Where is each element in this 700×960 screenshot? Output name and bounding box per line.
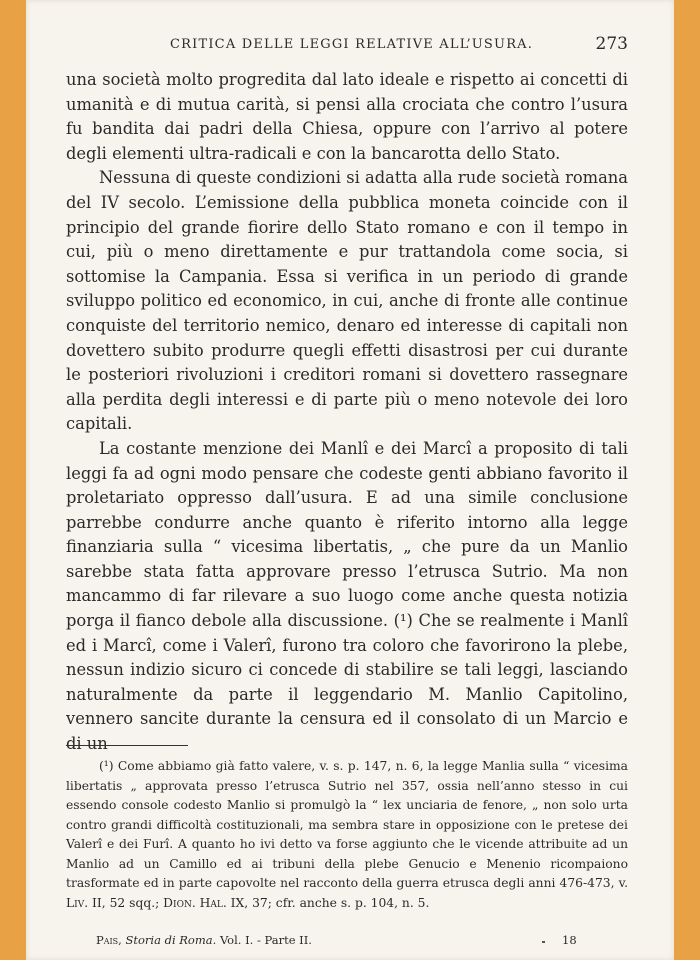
footnote bbox=[66, 757, 628, 913]
footer-work: Storia di Roma. bbox=[125, 933, 217, 947]
footer-citation bbox=[96, 933, 312, 947]
book-page bbox=[26, 0, 674, 960]
paragraph-2: Nessuna di queste condizioni si adatta alla rude società romana del IV secolo. L’emissione della pubblica moneta coincide con il principio del grande fiorire dello Stato romano e con il tempo in cui, più o meno direttamente e pur trattandola come socia, si sottomise la Campania. Essa si verifica in un periodo di grande sviluppo politico ed economico, in cui, anche di fronte alle continue conquiste del territorio nemico, denaro ed interesse di capitali non dovettero subito produrre quegli effetti disastrosi per cui durante le posteriori rivoluzioni i creditori romani si dovettero rassegnare alla perdita degli interessi e di parte più o meno notevole dei loro capitali. bbox=[66, 168, 628, 434]
page-footer bbox=[66, 933, 628, 951]
signature-mark: 18 bbox=[562, 933, 577, 947]
footer-volume: Vol. I. - Parte II. bbox=[219, 933, 312, 947]
page-number: 273 bbox=[595, 34, 628, 54]
footnote-divider bbox=[66, 745, 188, 746]
footnote-text: (¹) Come abbiamo già fatto valere, v. s. p. 147, n. 6, la legge Manlia sulla “ vicesima libertatis „ approvata presso l’etrusca Sutrio nel 357, ossia nell’anno stesso in cui essendo console codesto Manlio si promulgò la “ lex unciaria de fenore, „ non solo urta contro grandi difficoltà costituzionali, ma sembra stare in opposizione con le pretese dei Valerî e dei Furî. A quanto ho ivi detto va forse aggiunto che le vicende attribuite ad un Manlio ad un Camillo ed ai tribuni della plebe Genucio e Menenio ricompaiono trasformate ed in parte capovolte nel racconto della guerra etrusca degli anni 476-473, v. bbox=[66, 759, 628, 890]
footer-author: Pais, bbox=[96, 933, 122, 947]
footnote-ref-dion: Dion. Hal. bbox=[163, 895, 227, 910]
main-text bbox=[66, 68, 628, 757]
page-header bbox=[66, 34, 628, 58]
print-mark bbox=[542, 941, 545, 943]
footnote-ref-liv: Liv. bbox=[66, 895, 89, 910]
running-title: CRITICA DELLE LEGGI RELATIVE ALL’USURA. bbox=[170, 37, 534, 52]
footnote-text-2: II, 52 sqq.; bbox=[88, 895, 164, 910]
footnote-text-3: IX, 37; cfr. anche s. p. 104, n. 5. bbox=[226, 895, 430, 910]
paragraph-1: una società molto progredita dal lato ideale e rispetto ai concetti di umanità e di mutua carità, si pensi alla crociata che contro l’usura fu bandita dai padri della Chiesa, oppure con l’arrivo al potere degli elementi ultra-radicali e con la bancarotta dello Stato. bbox=[66, 70, 628, 163]
paragraph-3: La costante menzione dei Manlî e dei Marcî a proposito di tali leggi fa ad ogni modo pensare che codeste genti abbiano favorito il proletariato oppresso dall’usura. E ad una simile conclusione parrebbe condurre anche quanto è riferito intorno alla legge finanziaria sulla “ vicesima libertatis, „ che pure da un Manlio sarebbe stata fatta approvare presso l’etrusca Sutrio. Ma non mancammo di far rilevare a suo luogo come anche questa notizia porga il fianco debole alla discussione. (¹) Che se realmente i Manlî ed i Marcî, come i Valerî, furono tra coloro che favorirono la plebe, nessun indizio sicuro ci concede di stabilire se tali leggi, lasciando naturalmente da parte il leggendario M. Manlio Capitolino, vennero sancite durante la censura ed il consolato di un Marcio e di un bbox=[66, 438, 628, 754]
